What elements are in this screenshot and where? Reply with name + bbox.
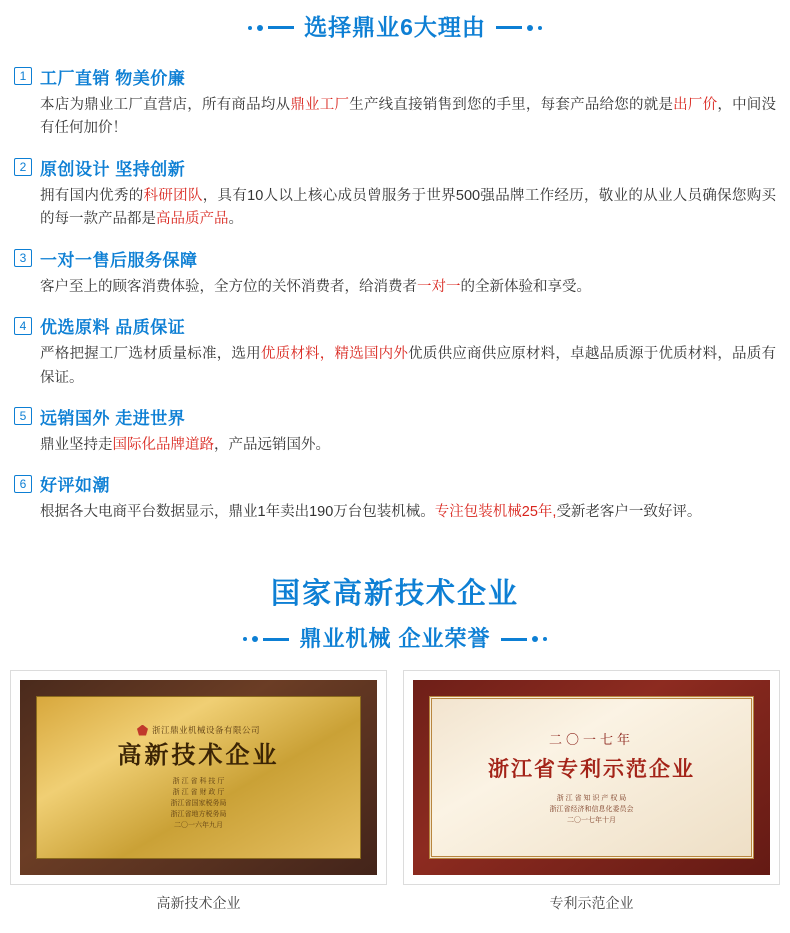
decor-dot-icon [532,636,538,642]
reason-text-highlight: 国际化品牌道路 [112,436,214,453]
reason-text-highlight: 一对一 [417,278,461,295]
reason-header [14,246,776,271]
reason-body [40,185,776,232]
decor-dot-icon [257,25,263,31]
reason-title: 一对一售后服务保障 [40,250,198,270]
reason-text: 鼎业坚持走 [40,436,113,453]
reason-text: 本店为鼎业工厂直营店，所有商品均从 [40,96,291,113]
reason-body [40,94,776,141]
reason-item [14,471,776,524]
heading-rule-left [248,25,294,31]
reason-text: 受新老客户一致好评。 [556,504,702,521]
certificate-company [137,724,260,736]
certificate-caption: 专利示范企业 [549,895,634,912]
certificate-detail-line: 浙江省地方税务局 [170,810,227,818]
reason-text-highlight: 科研团队 [143,187,203,204]
certificate-headline: 浙江省专利示范企业 [488,758,695,782]
certificate-detail-lines [171,777,227,831]
decor-dot-icon [543,637,547,641]
reason-body [40,501,776,524]
decor-line-icon [268,26,294,29]
certificate-detail-line: 浙 江 省 财 政 厅 [172,789,225,797]
reason-title: 工厂直销 物美价廉 [40,68,186,88]
certificate-inner-panel [429,696,754,859]
certificate-detail-line: 浙江省国家税务局 [170,800,227,808]
reason-title: 优选原料 品质保证 [40,318,186,338]
reason-text: 严格把握工厂选材质量标准，选用 [40,346,261,363]
reason-header [14,155,776,180]
reason-number-badge: 1 [14,67,32,85]
reason-number-badge: 3 [14,249,32,267]
certificate-company-text: 浙江鼎业机械设备有限公司 [151,725,260,736]
reason-body [40,434,776,457]
certificate-headline: 高新技术企业 [117,742,280,770]
reason-body [40,343,776,390]
reason-body [40,276,776,299]
reason-text: ，具有10人以上核心成员曾服务于世界500强品牌工作经历，敬业的从业人员确保您购买的每一款产品都是 [40,187,777,228]
reason-text: 拥有国内优秀的 [40,187,144,204]
decor-line-icon [501,638,527,641]
decor-dot-icon [527,25,533,31]
reason-title: 好评如潮 [40,476,110,496]
reason-number-badge: 4 [14,317,32,335]
reason-header [14,64,776,89]
reason-text: ，中间没有任何加价！ [40,96,777,137]
reasons-section-heading [0,14,790,42]
certificate-detail-line: 浙 江 省 知 识 产 权 局 [556,795,627,803]
decor-dot-icon [252,636,258,642]
honors-section-heading [0,626,790,652]
certificate-detail-lines [550,793,634,827]
heading-rule-left [243,636,289,642]
reason-header [14,471,776,496]
reason-item [14,313,776,390]
reason-text: 根据各大电商平台数据显示，鼎业1年卖出190万台包装机械。 [40,504,435,521]
certificate-image[interactable] [403,670,780,885]
page-title: 选择鼎业6大理由 [304,14,486,40]
reason-text-highlight: 专注包装机械25年, [434,504,557,521]
reason-text-highlight: 鼎业工厂 [290,96,350,113]
heading-rule-right [501,636,547,642]
reason-text-highlight: 高品质产品 [156,211,229,228]
decor-line-icon [496,26,522,29]
certificate-inner-panel [36,696,361,859]
reason-item [14,246,776,299]
honors-section [0,571,790,913]
reason-number-badge: 6 [14,475,32,493]
company-logo-icon [137,725,148,736]
honors-main-title: 国家高新技术企业 [270,577,519,610]
reason-text-highlight: 优质材料，精选国内外 [260,346,409,363]
certificate-plaque [20,680,377,875]
reason-title: 远销国外 走进世界 [40,408,186,428]
certificate-image[interactable] [10,670,387,885]
reason-text: ，产品远销国外。 [214,436,330,453]
reason-title: 原创设计 坚持创新 [40,159,186,179]
certificate-plaque [413,680,770,875]
reason-header [14,313,776,338]
certificate-item[interactable] [403,670,780,913]
reason-text: 。 [228,211,243,228]
reason-number-badge: 5 [14,407,32,425]
reason-text: 的全新体验和享受。 [460,278,591,295]
certificate-year: 二〇一七年 [548,732,634,748]
certificate-item[interactable] [10,670,387,913]
reasons-list [0,64,790,525]
decor-line-icon [263,638,289,641]
heading-rule-right [496,25,542,31]
reason-text: 优质供应商供应原材料，卓越品质源于优质材料，品质有保证。 [40,346,777,386]
reason-text-highlight: 出厂价 [673,96,718,113]
decor-dot-icon [538,26,542,30]
certificate-detail-line: 二〇一七年十月 [567,817,616,825]
reason-item [14,64,776,141]
reason-item [14,404,776,457]
honors-sub-title: 鼎业机械 企业荣誉 [299,625,491,651]
certificate-detail-line: 浙江省经济和信息化委员会 [549,806,634,814]
reason-item [14,155,776,232]
reason-text: 客户至上的顾客消费体验，全方位的关怀消费者，给消费者 [40,278,417,295]
certificate-detail-line: 二〇一六年九月 [174,821,223,829]
certificate-caption: 高新技术企业 [156,895,241,912]
reason-header [14,404,776,429]
certificate-detail-line: 浙 江 省 科 技 厅 [172,778,225,786]
reason-text: 生产线直接销售到您的手里，每套产品给您的就是 [349,96,674,113]
certificates-gallery [0,670,790,913]
decor-dot-icon [243,637,247,641]
reason-number-badge: 2 [14,158,32,176]
decor-dot-icon [248,26,252,30]
